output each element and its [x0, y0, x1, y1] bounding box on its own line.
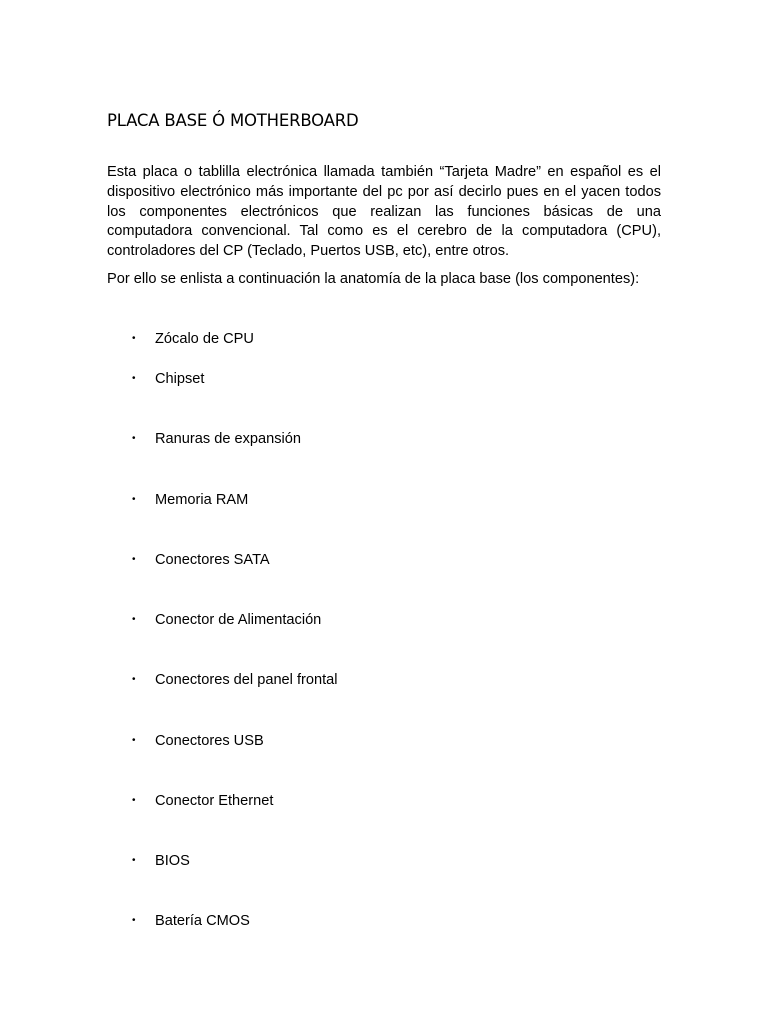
list-item-label: Zócalo de CPU	[155, 331, 254, 347]
bullet-icon: •	[132, 855, 136, 866]
list-item	[132, 791, 273, 811]
bullet-icon: •	[132, 433, 136, 444]
list-item	[132, 731, 264, 751]
bullet-icon: •	[132, 735, 136, 746]
list-item	[132, 670, 338, 690]
list-item	[132, 550, 270, 570]
list-item	[132, 490, 248, 510]
bullet-icon: •	[132, 614, 136, 625]
list-item	[132, 610, 321, 630]
list-item-label: Conector de Alimentación	[155, 612, 322, 628]
list-item	[132, 369, 204, 389]
list-item-label: Conectores SATA	[155, 552, 270, 568]
bullet-icon: •	[132, 373, 136, 384]
list-item-label: Conector Ethernet	[155, 793, 274, 809]
bullet-icon: •	[132, 494, 136, 505]
list-item	[132, 429, 301, 449]
list-item-label: Batería CMOS	[155, 913, 250, 929]
bullet-icon: •	[132, 333, 136, 344]
bullet-icon: •	[132, 915, 136, 926]
list-item-label: Conectores del panel frontal	[155, 672, 338, 688]
bullet-icon: •	[132, 554, 136, 565]
bullet-icon: •	[132, 674, 136, 685]
list-item	[132, 911, 250, 931]
list-item-label: Conectores USB	[155, 733, 264, 749]
list-item	[132, 851, 190, 871]
list-item-label: Chipset	[155, 371, 205, 387]
list-item-label: Memoria RAM	[155, 492, 249, 508]
bullet-icon: •	[132, 795, 136, 806]
document-title: PLACA BASE Ó MOTHERBOARD	[107, 111, 359, 130]
list-item-label: Ranuras de expansión	[155, 431, 302, 447]
intro-paragraph: Esta placa o tablilla electrónica llamada también “Tarjeta Madre” en español es el dispositivo electrónico más importante del pc por así decirlo pues en el yacen todos los componentes electrónicos que realizan las funciones básicas de una computadora convencional. Tal como es el cerebro de la computadora (CPU), controladores del CP (Teclado, Puertos USB, etc), entre otros.	[107, 164, 661, 260]
list-item-label: BIOS	[155, 853, 190, 869]
list-item	[132, 329, 254, 349]
lead-paragraph: Por ello se enlista a continuación la anatomía de la placa base (los componentes):	[107, 271, 640, 287]
